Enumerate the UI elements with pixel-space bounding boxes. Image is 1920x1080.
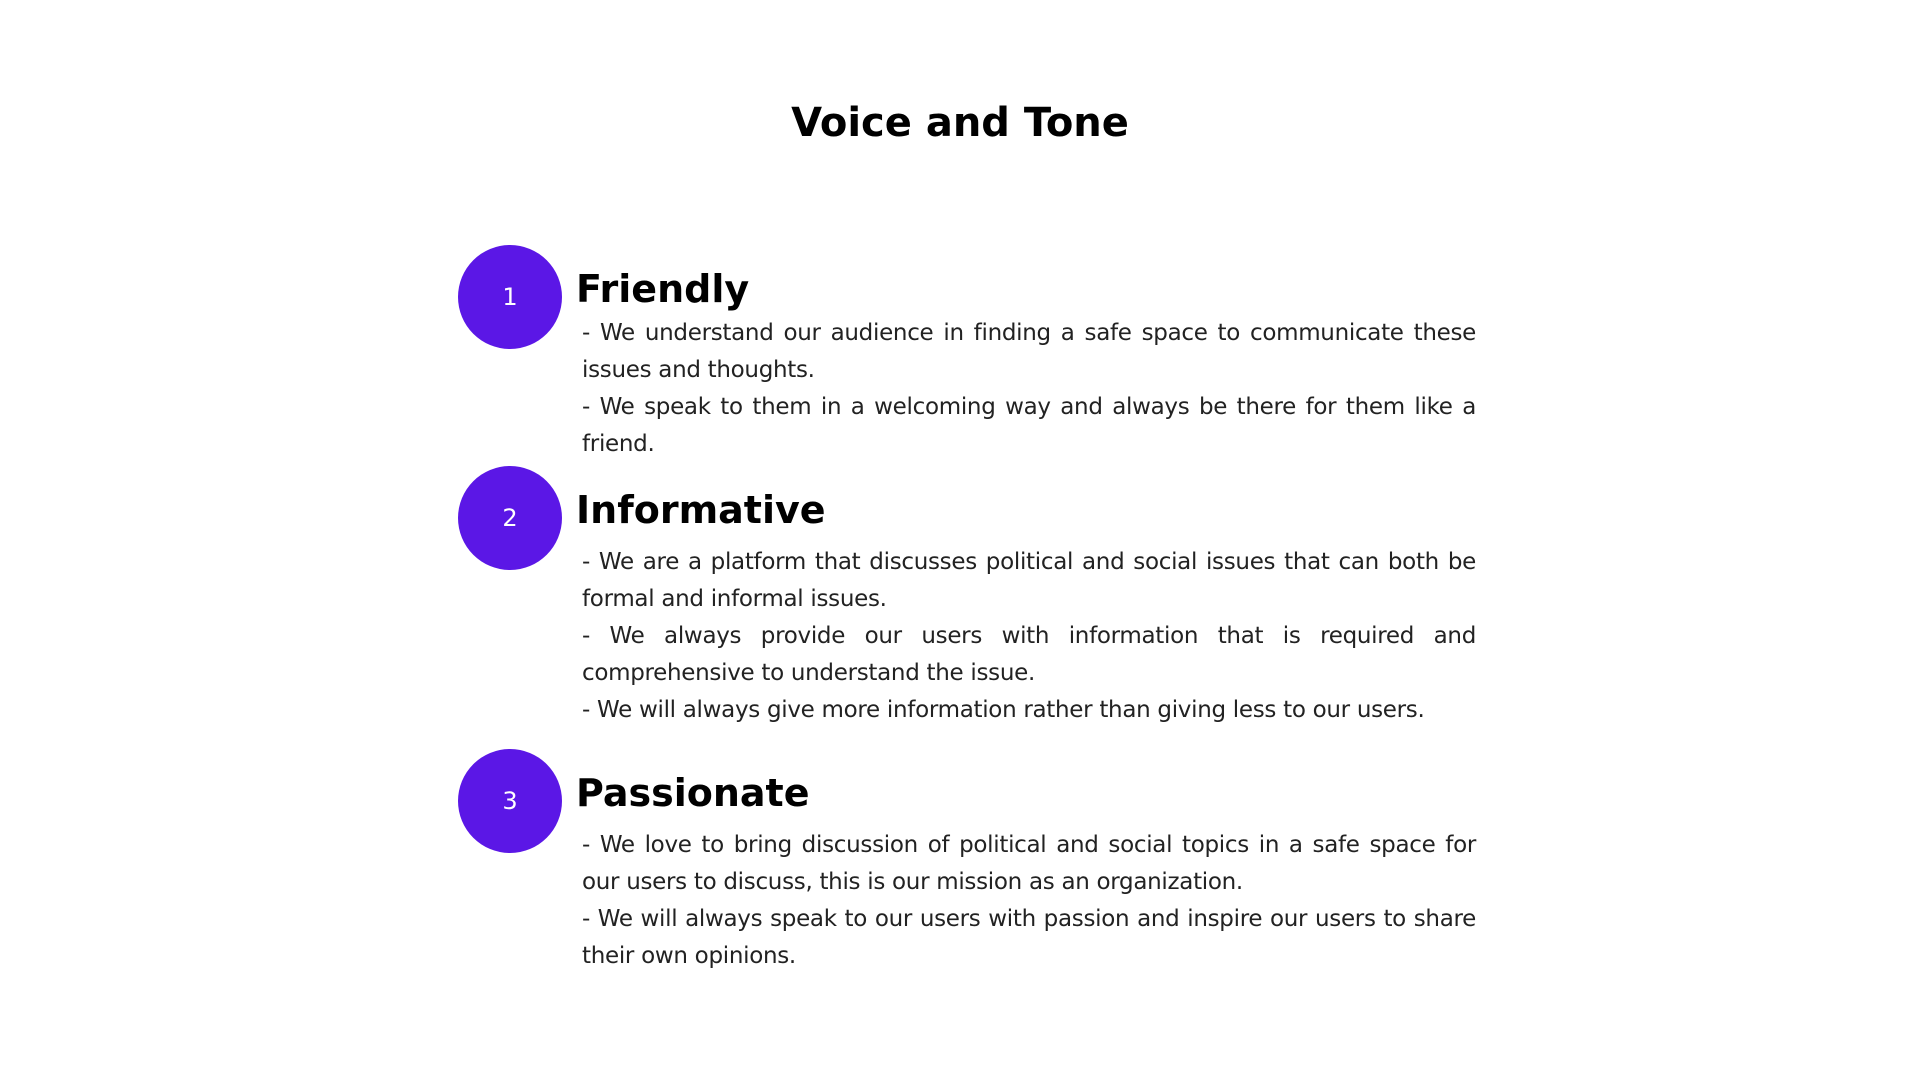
- number-badge: 2: [458, 466, 562, 570]
- section-heading: Informative: [576, 488, 826, 532]
- bullet-point: - We always provide our users with information that is required and comprehensive to understand the issue.: [582, 623, 1476, 686]
- page-title: Voice and Tone: [791, 100, 1129, 146]
- bullet-point: - We understand our audience in finding a safe space to communicate these issues and thoughts.: [582, 320, 1476, 383]
- section-body: [582, 827, 1476, 975]
- bullet-point: - We will always give more information rather than giving less to our users.: [582, 697, 1425, 723]
- bullet-point: - We love to bring discussion of political and social topics in a safe space for our users to discuss, this is our mission as an organization.: [582, 832, 1476, 895]
- bullet-point: - We will always speak to our users with passion and inspire our users to share their own opinions.: [582, 906, 1476, 969]
- number-badge: 3: [458, 749, 562, 853]
- number-badge: 1: [458, 245, 562, 349]
- section-heading: Friendly: [576, 267, 750, 311]
- section-body: [582, 544, 1476, 729]
- section-heading: Passionate: [576, 771, 810, 815]
- bullet-point: - We speak to them in a welcoming way and always be there for them like a friend.: [582, 394, 1476, 457]
- section-body: [582, 315, 1476, 463]
- bullet-point: - We are a platform that discusses political and social issues that can both be formal and informal issues.: [582, 549, 1476, 612]
